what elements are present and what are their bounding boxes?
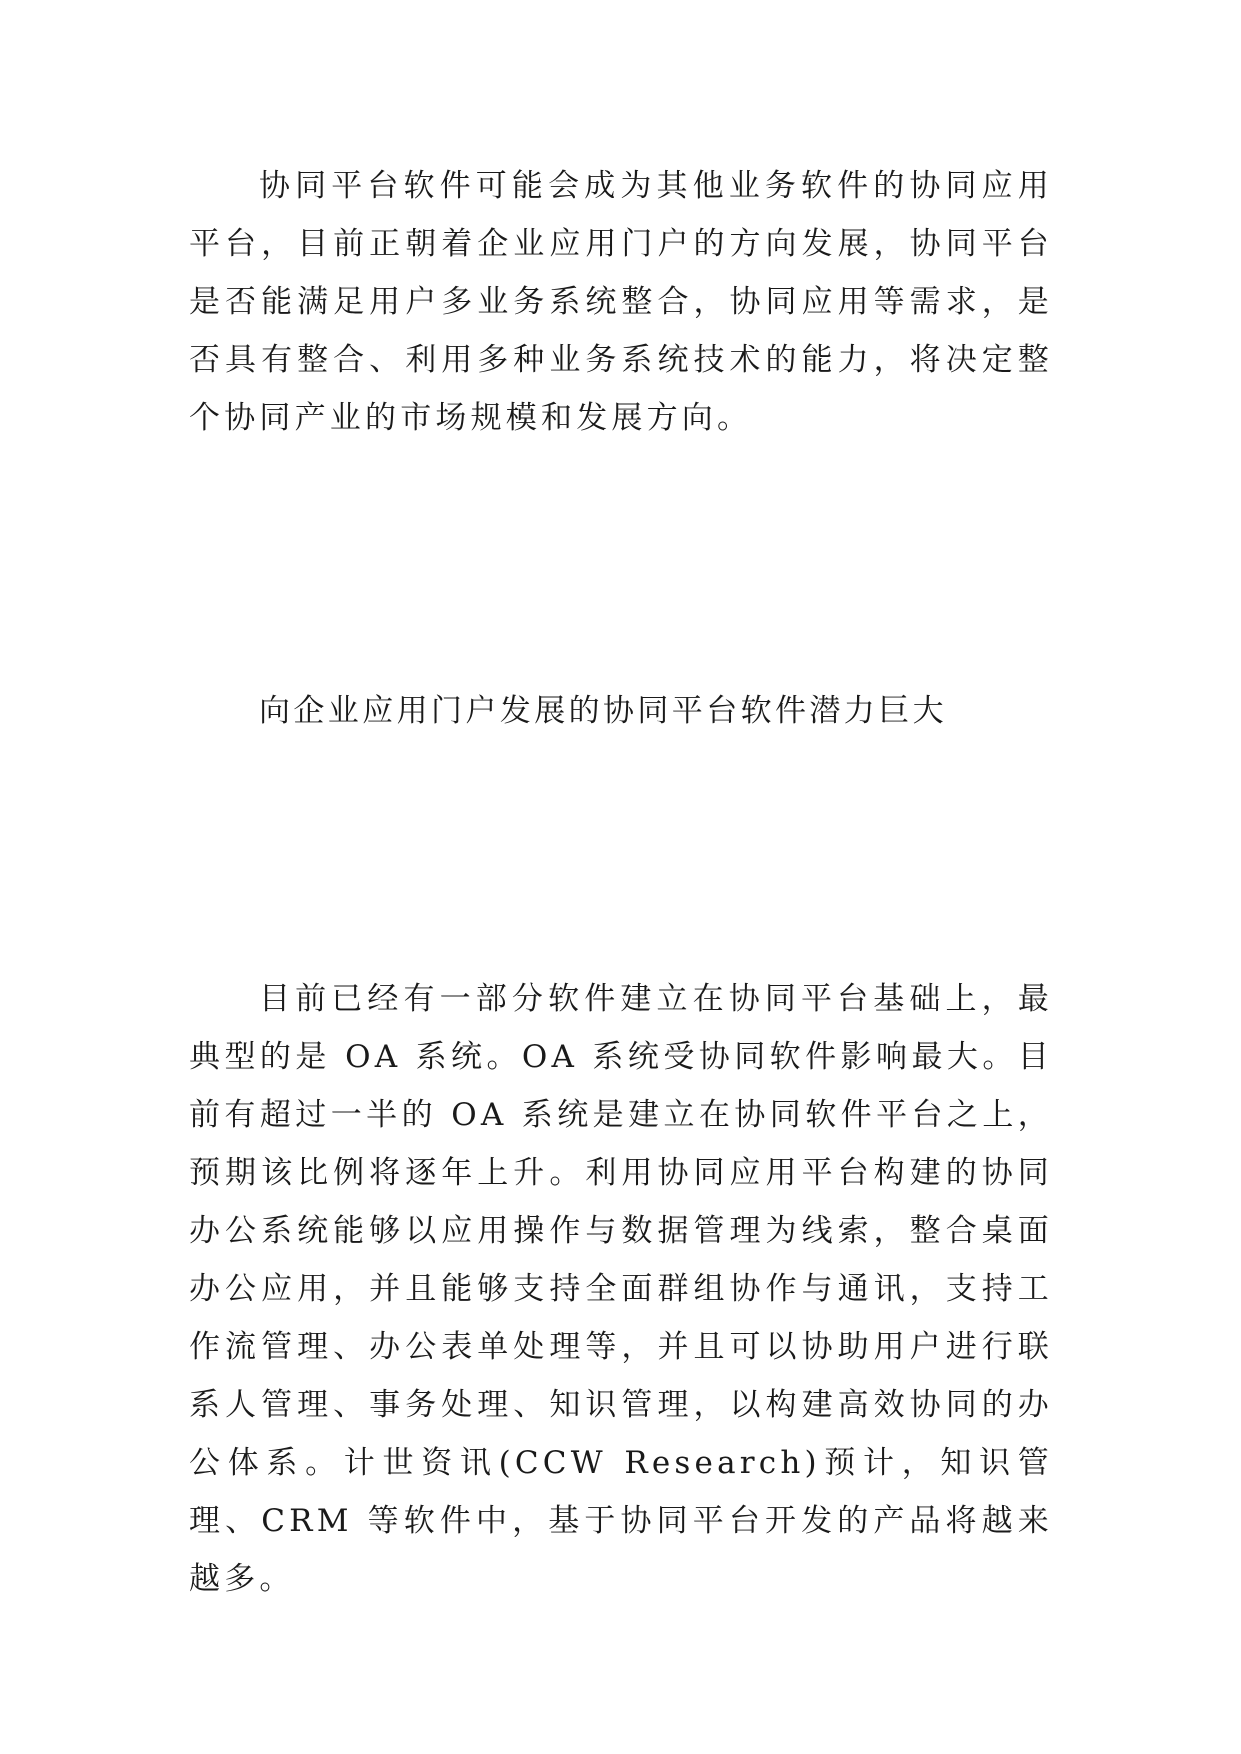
body-paragraph: 协同平台软件可能会成为其他业务软件的协同应用平台，目前正朝着企业应用门户的方向发展，协同平台是否能满足用户多业务系统整合，协同应用等需求，是否具有整合、利用多种业务系统技术的能力，将决定整个协同产业的市场规模和发展方向。 [189,168,1053,436]
body-paragraph: 目前已经有一部分软件建立在协同平台基础上，最典型的是 OA 系统。OA 系统受协同软件影响最大。目前有超过一半的 OA 系统是建立在协同软件平台之上，预期该比例将逐年上升。利用协同应用平台构建的协同办公系统能够以应用操作与数据管理为线索，整合桌面办公应用，并且能够支持全面群组协作与通讯，支持工作流管理、办公表单处理等，并且可以协助用户进行联系人管理、事务处理、知识管理，以构建高效协同的办公体系。计世资讯(CCW Research)预计，知识管理、CRM 等软件中，基于协同平台开发的产品将越来越多。 [189,981,1053,1597]
section-heading: 向企业应用门户发展的协同平台软件潜力巨大 [259,693,947,729]
